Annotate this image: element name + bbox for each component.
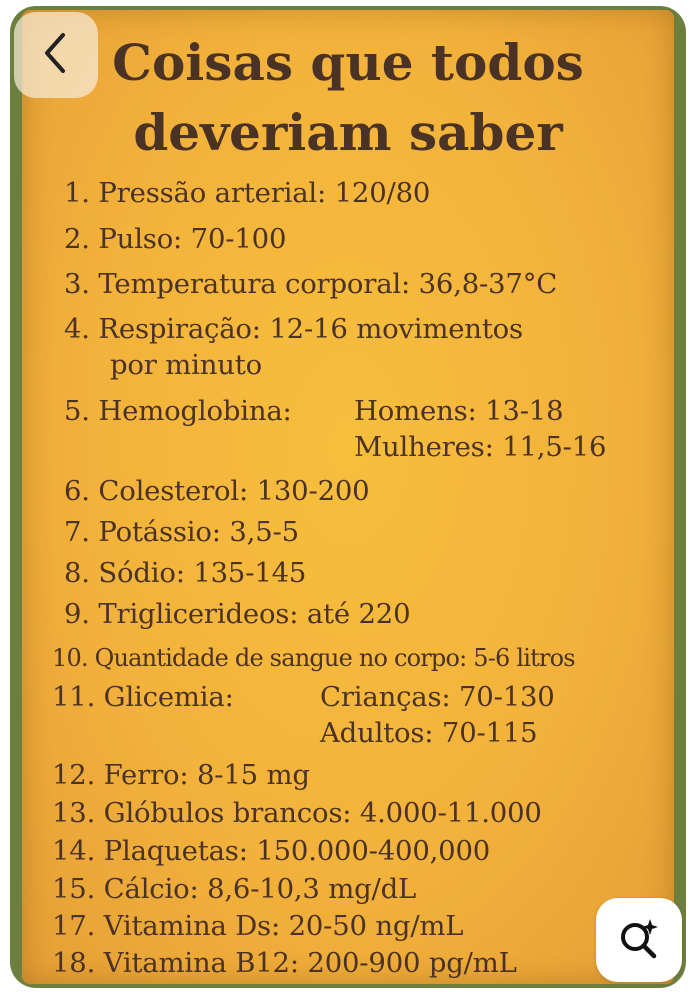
- list-item: 8. Sódio: 135-145: [64, 557, 307, 589]
- list-item-continuation: por minuto: [110, 349, 262, 381]
- poster-title-line-2: deveriam saber: [133, 103, 563, 162]
- list-item-continuation: Homens: 13-18: [354, 395, 564, 427]
- list-item: 1. Pressão arterial: 120/80: [64, 177, 431, 209]
- list-item: 6. Colesterol: 130-200: [64, 475, 370, 507]
- list-item: 17. Vitamina Ds: 20-50 ng/mL: [52, 910, 464, 942]
- list-item: 15. Cálcio: 8,6-10,3 mg/dL: [52, 873, 417, 905]
- list-item-continuation: Crianças: 70-130: [320, 681, 555, 713]
- list-item: 12. Ferro: 8-15 mg: [52, 759, 310, 791]
- list-item: 13. Glóbulos brancos: 4.000-11.000: [52, 797, 542, 829]
- list-item: 4. Respiração: 12-16 movimentos: [64, 313, 523, 345]
- visual-search-button[interactable]: [596, 898, 682, 982]
- list-item: 5. Hemoglobina:: [64, 395, 292, 427]
- image-frame: [10, 6, 686, 988]
- list-item: 3. Temperatura corporal: 36,8-37°C: [64, 268, 558, 300]
- list-item: 2. Pulso: 70-100: [64, 223, 287, 255]
- list-item: 10. Quantidade de sangue no corpo: 5-6 litros: [52, 644, 575, 672]
- list-item-continuation: Mulheres: 11,5-16: [354, 431, 607, 463]
- chevron-left-icon: [41, 31, 71, 79]
- list-item: 9. Triglicerideos: até 220: [64, 598, 411, 630]
- list-item-continuation: Adultos: 70-115: [320, 717, 538, 749]
- poster: [22, 10, 674, 984]
- back-button[interactable]: [14, 12, 98, 98]
- visual-search-icon: [616, 915, 662, 965]
- list-item: 7. Potássio: 3,5-5: [64, 516, 299, 548]
- poster-title-line-1: Coisas que todos: [112, 33, 584, 92]
- list-item: 14. Plaquetas: 150.000-400,000: [52, 835, 491, 867]
- list-item: 11. Glicemia:: [52, 681, 234, 713]
- list-item: 18. Vitamina B12: 200-900 pg/mL: [52, 947, 517, 979]
